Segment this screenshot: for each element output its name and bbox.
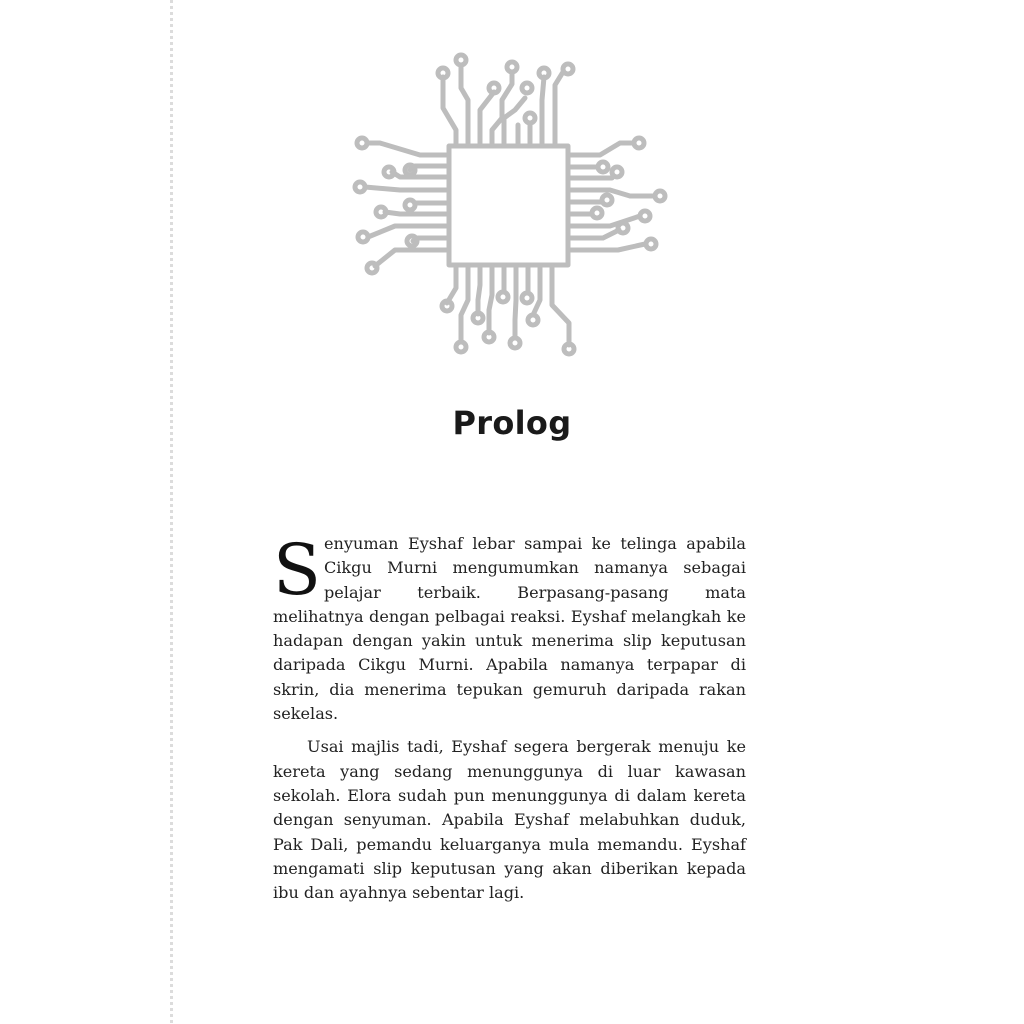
paragraph-2: Usai majlis tadi, Eyshaf segera bergerak menuju ke kereta yang sedang menunggunya di luar kawasan sekolah. Elora sudah pun menunggunya di dalam kereta dengan senyuman. Apabila Eyshaf melabuhkan duduk, Pak Dali, pemandu keluarganya mula memandu. Eyshaf mengamati slip keputusan yang akan diberikan kepada ibu dan ayahnya sebentar lagi. xyxy=(273,737,746,903)
circuit-chip-icon xyxy=(340,40,680,370)
drop-cap: S xyxy=(273,529,321,611)
chapter-title: Prolog xyxy=(452,404,572,442)
paragraph-1 xyxy=(273,529,746,726)
page-binding-edge xyxy=(170,0,173,1024)
chapter-body xyxy=(273,529,746,905)
paragraph-1-text: enyuman Eyshaf lebar sampai ke telinga apabila Cikgu Murni mengumumkan namanya sebagai pelajar terbaik. Berpasang-pasang mata melihatnya dengan pelbagai reaksi. Eyshaf melangkah ke hadapan dengan yakin untuk menerima slip keputusan daripada Cikgu Murni. Apabila namanya terpapar di skrin, dia menerima tepukan gemuruh daripada rakan sekelas. xyxy=(273,534,746,724)
